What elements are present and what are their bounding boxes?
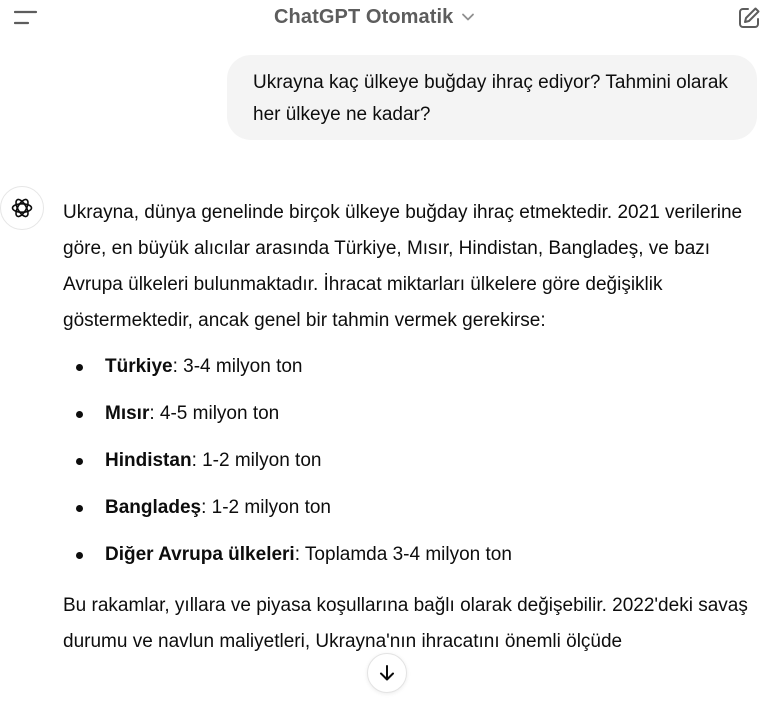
country-name: Diğer Avrupa ülkeleri xyxy=(105,544,295,565)
page-title: ChatGPT Otomatik xyxy=(274,5,454,28)
list-item xyxy=(63,396,753,432)
export-amount: : 3-4 milyon ton xyxy=(172,356,303,377)
export-amount: : 1-2 milyon ton xyxy=(191,450,322,471)
chevron-down-icon xyxy=(461,10,475,24)
country-name: Hindistan xyxy=(105,450,192,471)
export-amount: : 4-5 milyon ton xyxy=(149,403,280,424)
model-selector[interactable] xyxy=(274,4,475,30)
menu-icon[interactable] xyxy=(14,9,38,27)
export-amount: : 1-2 milyon ton xyxy=(201,497,331,518)
assistant-message xyxy=(63,195,753,660)
list-item xyxy=(63,537,753,573)
country-name: Türkiye xyxy=(105,356,173,377)
list-item xyxy=(63,349,753,385)
list-item xyxy=(63,443,753,479)
top-bar xyxy=(0,0,766,34)
list-item xyxy=(63,490,753,526)
country-name: Mısır xyxy=(105,403,150,424)
export-list xyxy=(63,349,753,573)
arrow-down-icon xyxy=(377,663,397,683)
assistant-intro: Ukrayna, dünya genelinde birçok ülkeye buğday ihraç etmektedir. 2021 verilerine göre, en büyük alıcılar arasında Türkiye, Mısır, Hindistan, Bangladeş, ve bazı Avrupa ülkeleri bulunmaktadır. İhracat miktarları ülkelere göre değişiklik göstermektedir, ancak genel bir tahmin vermek gerekirse: xyxy=(63,202,743,331)
edit-icon[interactable] xyxy=(736,5,762,31)
country-name: Bangladeş xyxy=(105,497,202,518)
scroll-down-button[interactable] xyxy=(367,653,407,693)
user-message-bubble: Ukrayna kaç ülkeye buğday ihraç ediyor? Tahmini olarak her ülkeye ne kadar? xyxy=(227,55,757,140)
assistant-outro: Bu rakamlar, yıllara ve piyasa koşullarına bağlı olarak değişebilir. 2022'deki savaş durumu ve navlun maliyetleri, Ukrayna'nın ihracatını önemli ölçüde xyxy=(63,595,748,652)
export-amount: : Toplamda 3-4 milyon ton xyxy=(294,544,512,565)
openai-logo-icon xyxy=(0,186,44,230)
